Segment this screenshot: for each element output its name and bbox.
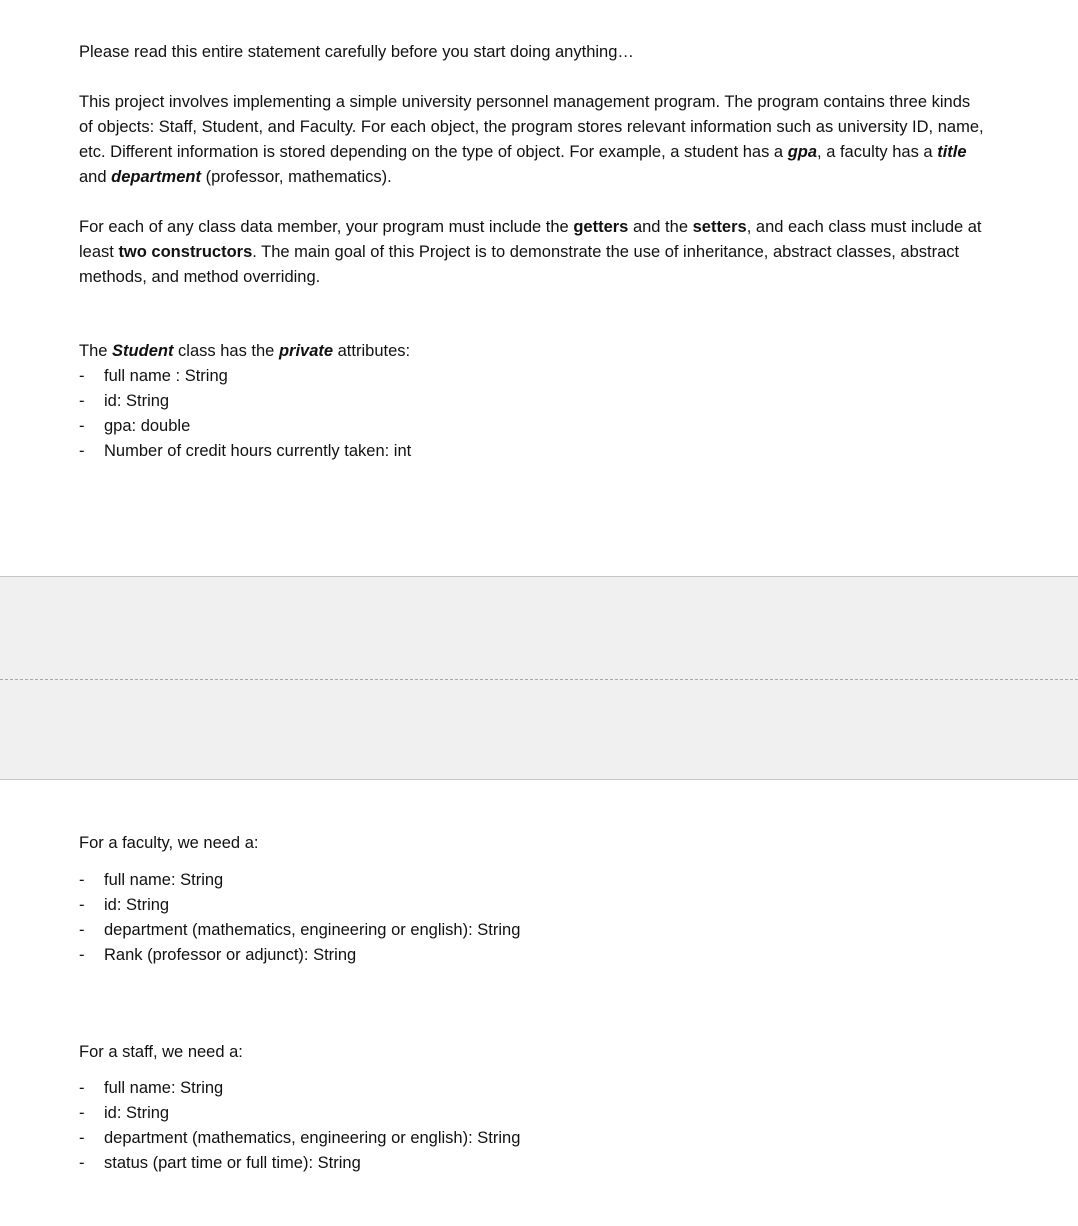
- page-break-gap: [0, 576, 1078, 780]
- bullet-dash: -: [79, 367, 85, 385]
- list-item: [79, 1126, 520, 1151]
- text-span: , a faculty has a: [817, 143, 938, 161]
- student-attribute-list: [79, 364, 411, 464]
- item-text: full name : String: [104, 367, 228, 385]
- setters-term: setters: [692, 218, 747, 236]
- list-item: [79, 868, 520, 893]
- requirements-paragraph: [79, 215, 1039, 290]
- department-term: department: [111, 168, 201, 186]
- text-span: least: [79, 243, 119, 261]
- bullet-dash: -: [79, 946, 85, 964]
- bullet-dash: -: [79, 1129, 85, 1147]
- staff-heading: [79, 1040, 1039, 1065]
- student-heading-line: [79, 339, 1039, 364]
- constructors-term: two constructors: [118, 243, 253, 261]
- item-text: status (part time or full time): String: [104, 1154, 361, 1172]
- faculty-heading-line: For a faculty, we need a:: [79, 834, 259, 852]
- bullet-dash: -: [79, 442, 85, 460]
- intro-line: Please read this entire statement carefully before you start doing anything…: [79, 43, 634, 61]
- item-text: department (mathematics, engineering or english): String: [104, 921, 521, 939]
- list-item: [79, 1101, 520, 1126]
- list-item: [79, 893, 520, 918]
- item-text: id: String: [104, 1104, 170, 1122]
- item-text: id: String: [104, 392, 170, 410]
- list-item: [79, 364, 411, 389]
- text-span: (professor, mathematics).: [200, 168, 392, 186]
- bullet-dash: -: [79, 896, 85, 914]
- item-text: full name: String: [104, 1079, 224, 1097]
- requirements-line-1: [79, 215, 1039, 240]
- bullet-dash: -: [79, 921, 85, 939]
- intro-text: [79, 40, 1039, 65]
- private-term: private: [278, 342, 334, 360]
- page-break-dashed-line: [0, 679, 1078, 680]
- item-text: department (mathematics, engineering or english): String: [104, 1129, 521, 1147]
- staff-heading-line: For a staff, we need a:: [79, 1043, 243, 1061]
- overview-line-1: This project involves implementing a simple university personnel management program. The program contains three kinds: [79, 93, 971, 111]
- list-item: [79, 1151, 520, 1176]
- faculty-heading: [79, 831, 1039, 856]
- text-span: For each of any class data member, your program must include the: [79, 218, 574, 236]
- faculty-attribute-list: [79, 868, 520, 968]
- text-span: etc. Different information is stored depending on the type of object. For example, a student has a: [79, 143, 788, 161]
- bullet-dash: -: [79, 1079, 85, 1097]
- list-item: [79, 1076, 520, 1101]
- text-span: and: [79, 168, 112, 186]
- staff-attribute-list: [79, 1076, 520, 1176]
- list-item: [79, 389, 411, 414]
- text-span: attributes:: [333, 342, 411, 360]
- overview-paragraph: [79, 90, 1039, 190]
- bullet-dash: -: [79, 1154, 85, 1172]
- gpa-term: gpa: [787, 143, 818, 161]
- text-span: and the: [628, 218, 693, 236]
- getters-term: getters: [573, 218, 629, 236]
- bullet-dash: -: [79, 392, 85, 410]
- requirements-line-3: methods, and method overriding.: [79, 268, 321, 286]
- requirements-line-2: [79, 240, 1039, 265]
- overview-line-3: [79, 140, 1039, 165]
- bullet-dash: -: [79, 417, 85, 435]
- text-span: . The main goal of this Project is to demonstrate the use of inheritance, abstract classes, abstract: [252, 243, 960, 261]
- item-text: full name: String: [104, 871, 224, 889]
- student-heading: [79, 339, 1039, 364]
- title-term: title: [937, 143, 967, 161]
- overview-line-4: [79, 165, 1039, 190]
- text-span: class has the: [173, 342, 279, 360]
- list-item: [79, 414, 411, 439]
- text-span: The: [79, 342, 113, 360]
- bullet-dash: -: [79, 871, 85, 889]
- text-span: , and each class must include at: [746, 218, 982, 236]
- item-text: gpa: double: [104, 417, 191, 435]
- student-term: Student: [112, 342, 174, 360]
- list-item: [79, 918, 520, 943]
- bullet-dash: -: [79, 1104, 85, 1122]
- item-text: Rank (professor or adjunct): String: [104, 946, 357, 964]
- item-text: id: String: [104, 896, 170, 914]
- overview-line-2: of objects: Staff, Student, and Faculty. For each object, the program stores relevant information such as university ID, name,: [79, 118, 984, 136]
- list-item: [79, 943, 520, 968]
- list-item: [79, 439, 411, 464]
- item-text: Number of credit hours currently taken: int: [104, 442, 412, 460]
